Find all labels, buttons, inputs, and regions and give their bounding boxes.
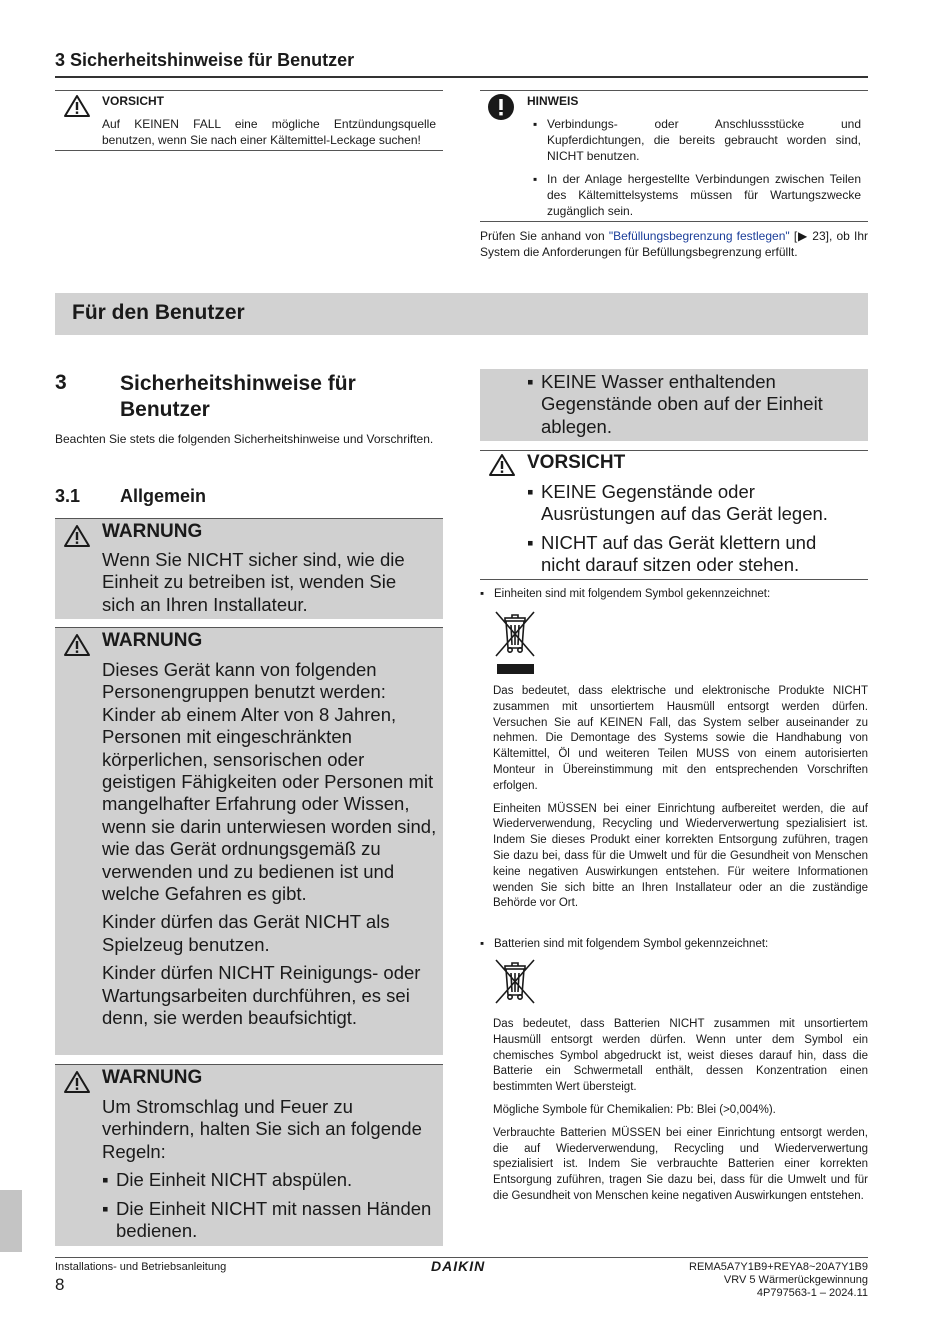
chapter-side-tab — [0, 1190, 22, 1252]
caution-bullets — [527, 481, 857, 577]
check-note: Prüfen Sie anhand von "Befüllungsbegrenzung festlegen" [▶ 23], ob Ihr System die Anforderungen für Befüllungsbegrenzung erfüllt. — [480, 229, 869, 259]
warning-text: Wenn Sie NICHT sicher sind, wie die Einheit zu betreiben ist, wenden Sie sich an Ihren Installateur. — [102, 549, 405, 615]
header-divider — [55, 76, 868, 78]
caution-label: VORSICHT — [527, 452, 626, 473]
page-number: 8 — [55, 1275, 65, 1294]
hint-bullet-list — [533, 116, 861, 219]
hint-rule-top — [480, 90, 868, 91]
list-item: ▪ KEINE Gegenstände oder Ausrüstungen auf das Gerät legen. — [527, 481, 828, 525]
warning-triangle-icon — [488, 453, 516, 482]
chapter-number: 3 — [55, 371, 67, 394]
bin-underline-bar — [497, 664, 534, 674]
list-item: ▪ NICHT auf das Gerät klettern und nicht darauf sitzen oder stehen. — [527, 531, 817, 576]
warning-label: WARNUNG — [102, 1067, 203, 1088]
crossed-bin-icon — [492, 608, 538, 671]
list-item: ▪ Die Einheit NICHT mit nassen Händen bedienen. — [102, 1197, 432, 1242]
footer-doc-type: Installations- und Betriebsanleitung — [55, 1261, 227, 1273]
list-item: ▪ Verbindungs- oder Anschlussstücke und Kupferdichtungen, die bereits gebraucht worden sind, NICHT benutzen. — [533, 117, 861, 163]
hint-exclamation-icon — [487, 93, 515, 126]
list-item: ▪ In der Anlage hergestellte Verbindungen zwischen Teilen des Kältemittelsystems müssen für Wartungszwecke zugänglich sein. — [533, 172, 861, 218]
warning-triangle-icon — [63, 633, 91, 662]
warning-text: Um Stromschlag und Feuer zu verhindern, halten Sie sich an folgende Regeln: ▪ Die Einheit NICHT abspülen. ▪ Die Einheit NICHT mit nassen Händen bedienen. — [102, 1096, 437, 1242]
running-header-title: 3 Sicherheitshinweise für Benutzer — [55, 50, 355, 70]
warning-text: Dieses Gerät kann von folgenden Personengruppen benutzt werden: Kinder ab einem Alter von 8 Jahren, Personen mit eingeschränkten körperlichen, sensorischen oder geistigen Fähigkeiten oder Personen mit mangelhafter Erfahrung oder Wissen, wenn sie darin unterwiesen worden sind, wie das Gerät ordnungsgemäß zu verwenden und zu bedienen ist und welche Gefahren es gibt. Kinder dürfen das Gerät NICHT als Spielzeug benutzen. Kinder dürfen NICHT Reinigungs- oder Wartungsarbeiten durchführen, es sei denn, sie werden beaufsichtigt. — [102, 659, 437, 1029]
chapter-intro: Beachten Sie stets die folgenden Sicherheitshinweise und Vorschriften. — [55, 432, 434, 446]
warning-triangle-icon — [63, 94, 91, 123]
warning-box — [55, 627, 443, 1055]
warning-label: WARNUNG — [102, 630, 203, 651]
warning-triangle-icon — [63, 524, 91, 553]
hint-label: HINWEIS — [527, 94, 579, 108]
notice-rule-top — [55, 90, 443, 91]
section-banner — [55, 293, 868, 335]
caution-rule-top — [480, 450, 868, 451]
chapter-title: Sicherheitshinweise für Benutzer — [120, 372, 356, 421]
caution-rule-bottom — [480, 579, 868, 580]
crossed-bin-icon — [492, 957, 538, 1012]
caution-text: Auf KEINEN FALL eine mögliche Entzündungsquelle benutzen, wenn Sie nach einer Kältemittel-Leckage suchen! — [102, 117, 436, 147]
banner-title: Für den Benutzer — [72, 301, 245, 324]
warning-box — [55, 518, 443, 619]
subsection-title: Allgemein — [120, 486, 207, 506]
hint-rule-bottom — [480, 221, 868, 222]
warning-label: WARNUNG — [102, 521, 203, 542]
warning-box-continued — [480, 369, 868, 441]
charge-limit-link[interactable]: "Befüllungsbegrenzung festlegen" — [608, 229, 790, 243]
units-disposal-text: Das bedeutet, dass elektrische und elektronische Produkte NICHT zusammen mit unsortiertem Hausmüll entsorgt werden dürfen. Versuchen Sie auf KEINEN Fall, das System selber auseinander zu nehmen. Die Demontage des Systems sowie die Handhabung von Kältemittel, Öl und weiteren Teilen MUSS von einem autorisierten Monteur in Übereinstimmung mit den entsprechenden Vorschriften erfolgen. Einheiten MÜSSEN bei einer Einrichtung aufbereitet werden, die auf Wiederverwendung, Recycling und Wiederverwertung spezialisiert ist. Indem Sie dieses Produkt einer korrekten Entsorgung zuführen, tragen Sie dazu bei, dass für die Umwelt und für die Gesundheit von Menschen keine negativen Auswirkungen entstehen. Für weitere Informationen wenden Sie sich bitte an Ihren Installateur oder an die zuständige Behörde vor Ort. — [493, 685, 868, 910]
battery-disposal-text: Das bedeutet, dass Batterien NICHT zusammen mit unsortiertem Hausmüll entsorgt werden dürfen. Wenn unter dem Symbol ein chemisches Symbol abgedruckt ist, weist dieses darauf hin, dass die Batterie ein Schwermetall enthält, dessen Konzentration einen bestimmten Wert übersteigt. Mögliche Symbole für Chemikalien: Pb: Blei (>0,004%). Verbrauchte Batterien MÜSSEN bei einer Einrichtung entsorgt werden, die auf Wiederverwendung, Recycling und Wiederverwertung spezialisiert ist. Indem Sie verbrauchte Batterien einer korrekten Entsorgung zuführen, tragen Sie dazu bei, dass für die Umwelt und für die Gesundheit von Menschen keine negativen Auswirkungen entstehen. — [493, 1018, 868, 1202]
list-item: ▪ Batterien sind mit folgendem Symbol gekennzeichnet: — [480, 938, 769, 950]
subsection-number: 3.1 — [55, 486, 81, 506]
brand-logo: DAIKIN — [431, 1258, 486, 1274]
notice-rule-bottom — [55, 150, 443, 151]
warning-box — [55, 1064, 443, 1246]
list-item: ▪ KEINE Wasser enthaltenden Gegenstände oben auf der Einheit ablegen. — [527, 371, 823, 437]
footer-model-info: REMA5A7Y1B9+REYA8~20A7Y1B9 VRV 5 Wärmerückgewinnung 4P797563-1 – 2024.11 — [689, 1261, 868, 1299]
list-item: ▪ Die Einheit NICHT abspülen. — [102, 1169, 353, 1191]
list-item: ▪ Einheiten sind mit folgendem Symbol gekennzeichnet: — [480, 588, 771, 600]
warning-triangle-icon — [63, 1070, 91, 1099]
caution-label: VORSICHT — [102, 94, 165, 108]
